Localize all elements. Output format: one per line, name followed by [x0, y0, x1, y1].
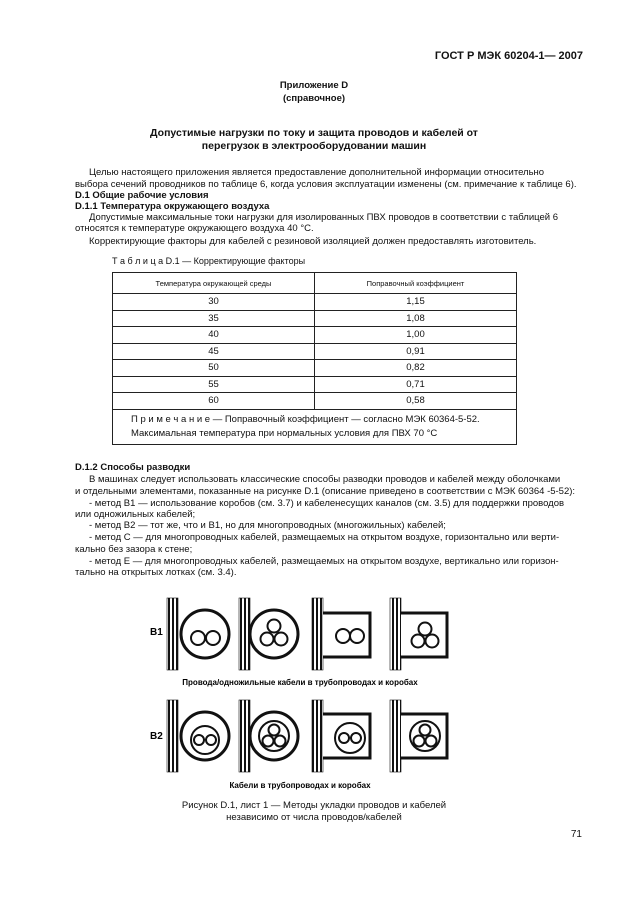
- table-caption: Т а б л и ц а D.1 — Корректирующие факторы: [112, 256, 306, 266]
- d12-line: - метод В2 — тот же, что и В1, но для многопроводных (многожильных) кабелей;: [89, 520, 446, 531]
- heading-line1: Допустимые нагрузки по току и защита проводов и кабелей от: [150, 127, 478, 139]
- d11-para1-line2: относятся к температуре окружающего воздуха 40 °С.: [75, 223, 314, 234]
- table-cell: 0,58: [315, 393, 517, 410]
- table-cell: 1,15: [315, 294, 517, 311]
- heading-line2: перегрузок в электрооборудовании машин: [201, 140, 427, 152]
- table-cell: 50: [113, 360, 315, 377]
- table-row: [113, 310, 517, 327]
- b1-trunking-three-wires-icon: [390, 598, 447, 670]
- page-number: 71: [570, 829, 582, 840]
- table-note: [113, 409, 517, 444]
- table-note-row: [113, 409, 517, 444]
- row-b1-caption: Провода/одножильные кабели в трубопроводах и коробах: [182, 678, 418, 687]
- table-cell: 30: [113, 294, 315, 311]
- table-cell: 0,71: [315, 376, 517, 393]
- wiring-methods-figure: [0, 590, 628, 795]
- table-row: [113, 376, 517, 393]
- d12-line: - метод В1 — использование коробов (см. 3.7) и кабеленесущих каналов (см. 3.5) для поддержки проводов: [89, 498, 565, 509]
- table-row: [113, 294, 517, 311]
- table-cell: 45: [113, 343, 315, 360]
- b1-conduit-three-wires-icon: [239, 598, 298, 670]
- row-b2-caption: Кабели в трубопроводах и коробах: [229, 781, 371, 790]
- section-d11-title: D.1.1 Температура окружающего воздуха: [75, 201, 270, 212]
- table-header-row: [113, 273, 517, 294]
- d12-line: - метод С — для многопроводных кабелей, размещаемых на открытом воздухе, горизонтально или верти-: [89, 532, 560, 543]
- table-cell: 55: [113, 376, 315, 393]
- d12-line: тально на открытых лотках (см. 3.4).: [75, 567, 237, 578]
- b2-conduit-cable-two-cores-icon: [167, 700, 229, 772]
- b2-trunking-cable-two-cores-icon: [312, 700, 370, 772]
- b1-trunking-two-wires-icon: [312, 598, 370, 670]
- d11-para2: Корректирующие факторы для кабелей с резиновой изоляцией должен предоставлять изготовитель.: [89, 236, 537, 247]
- section-d12-title: D.1.2 Способы разводки: [75, 462, 191, 473]
- row-b1-label: В1: [150, 627, 163, 638]
- standard-header: ГОСТ Р МЭК 60204-1— 2007: [434, 50, 583, 62]
- correction-factors-table: [112, 272, 517, 445]
- d12-line: - метод Е — для многопроводных кабелей, размещаемых на открытом воздухе, вертикально или горизон-: [89, 556, 559, 567]
- d11-para1-line1: Допустимые максимальные токи нагрузки для изолированных ПВХ проводов в соответствии с таблицей 6: [89, 212, 558, 223]
- table-note-line2: Максимальная температура при нормальных условия для ПВХ 70 °С: [131, 427, 438, 439]
- b2-trunking-cable-three-cores-icon: [390, 700, 447, 772]
- table-row: [113, 343, 517, 360]
- table-cell: 60: [113, 393, 315, 410]
- intro-line1: Целью настоящего приложения является предоставление дополнительной информации относительно: [89, 167, 545, 178]
- d12-line: и отдельными элементами, показанные на рисунке D.1 (описание приведено в соответствии с МЭК 60364 -5-52):: [75, 486, 576, 497]
- d12-line: или одножильных кабелей;: [75, 509, 196, 520]
- table-header-temperature: Температура окружающей среды: [113, 273, 315, 294]
- table-cell: 40: [113, 327, 315, 344]
- intro-line2: выбора сечений проводников по таблице 6, когда условия эксплуатации изменены (см. примечание к таблице 6).: [75, 179, 577, 190]
- table-note-line1: П р и м е ч а н и е — Поправочный коэффициент — согласно МЭК 60364-5-52.: [131, 413, 480, 425]
- figure-caption-line1: Рисунок D.1, лист 1 — Методы укладки проводов и кабелей: [181, 800, 447, 811]
- table-cell: 1,00: [315, 327, 517, 344]
- table-row: [113, 393, 517, 410]
- table-row: [113, 327, 517, 344]
- table-row: [113, 360, 517, 377]
- d12-line: В машинах следует использовать классические способы разводки проводов и кабелей между оболочками: [89, 474, 561, 485]
- table-header-coefficient: Поправочный коэффициент: [315, 273, 517, 294]
- b1-conduit-two-wires-icon: [167, 598, 229, 670]
- d12-line: кально без зазора к стене;: [75, 544, 193, 555]
- table-cell: 35: [113, 310, 315, 327]
- table-cell: 1,08: [315, 310, 517, 327]
- row-b2-label: В2: [150, 731, 163, 742]
- section-d1-title: D.1 Общие рабочие условия: [75, 190, 209, 201]
- annex-type: (справочное): [282, 93, 346, 104]
- figure-caption-line2: независимо от числа проводов/кабелей: [226, 812, 402, 823]
- table-cell: 0,91: [315, 343, 517, 360]
- annex-title: Приложение D: [279, 80, 349, 91]
- b2-conduit-cable-three-cores-icon: [239, 700, 298, 772]
- table-cell: 0,82: [315, 360, 517, 377]
